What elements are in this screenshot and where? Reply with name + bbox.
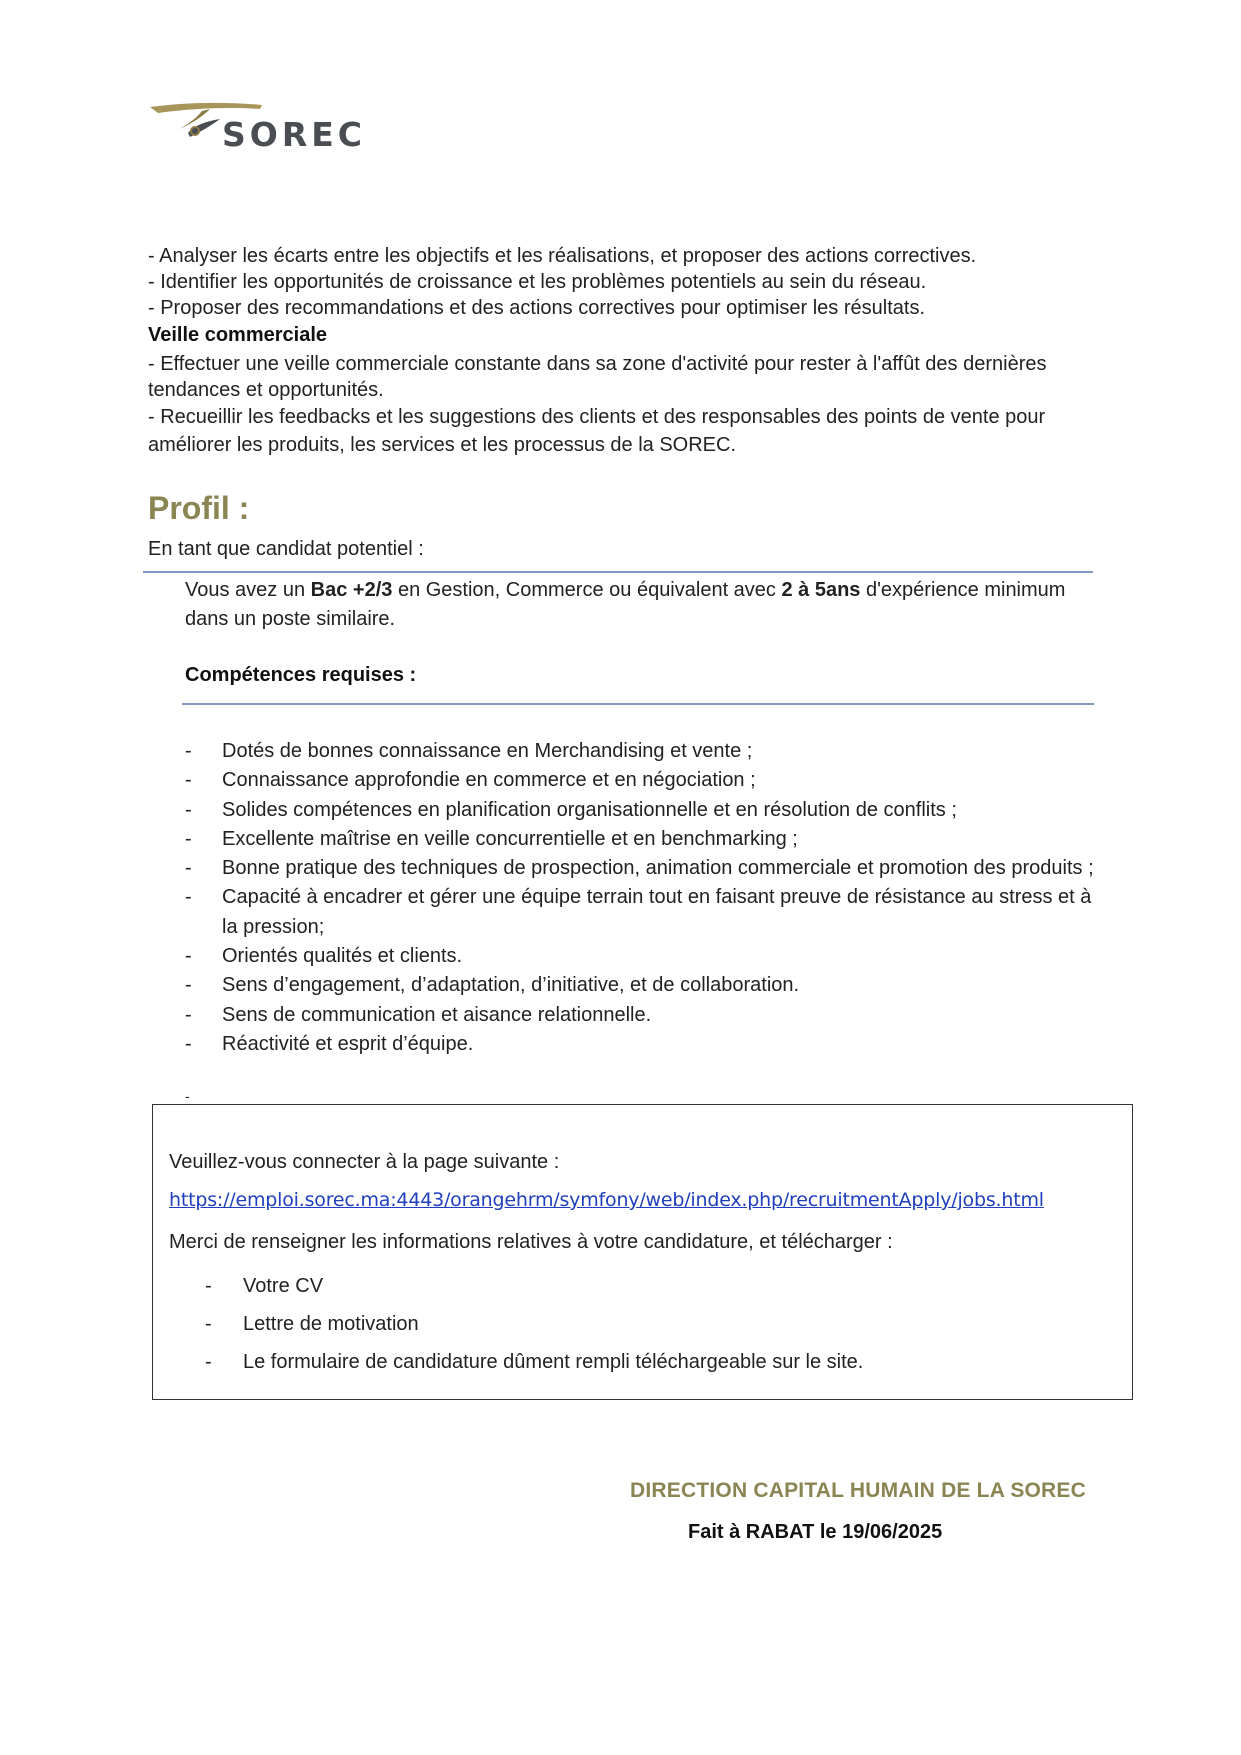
list-item: - Sens d’engagement, d’adaptation, d’initiative, et de collaboration. <box>185 971 1105 1000</box>
apply-note: Merci de renseigner les informations relatives à votre candidature, et télécharger : <box>169 1231 893 1253</box>
apply-lead: Veuillez-vous connecter à la page suivante : <box>169 1151 560 1173</box>
date-line: Fait à RABAT le 19/06/2025 <box>688 1521 943 1543</box>
stray-bullet: - <box>185 1088 190 1104</box>
mission-line: - Identifier les opportunités de croissance et les problèmes potentiels au sein du réseau. <box>148 271 927 293</box>
list-item: - Réactivité et esprit d’équipe. <box>185 1030 1105 1059</box>
veille-heading: Veille commerciale <box>148 324 328 346</box>
degree-requirement <box>185 576 1105 634</box>
experience-bold: 2 à 5ans <box>781 579 861 601</box>
logo-wordmark: SOREC <box>222 115 366 154</box>
skills-list <box>185 737 1105 1059</box>
degree-text: en Gestion, Commerce ou équivalent avec <box>392 579 782 601</box>
signature: DIRECTION CAPITAL HUMAIN DE LA SOREC <box>630 1479 1086 1502</box>
recruitment-link[interactable]: https://emploi.sorec.ma:4443/orangehrm/symfony/web/index.php/recruitmentApply/jobs.html <box>169 1189 1044 1211</box>
competences-heading: Compétences requises : <box>185 664 417 686</box>
documents-list <box>205 1267 863 1381</box>
divider <box>143 571 1093 573</box>
list-item: - Connaissance approfondie en commerce et en négociation ; <box>185 766 1105 795</box>
application-box <box>152 1104 1133 1400</box>
list-item: - Votre CV <box>205 1267 863 1305</box>
sorec-logo <box>150 95 420 155</box>
mission-line: - Proposer des recommandations et des actions correctives pour optimiser les résultats. <box>148 297 926 319</box>
list-item: - Excellente maîtrise en veille concurrentielle et en benchmarking ; <box>185 825 1105 854</box>
missions-block <box>148 243 1088 459</box>
profil-heading: Profil : <box>148 490 250 526</box>
list-item: - Dotés de bonnes connaissance en Merchandising et vente ; <box>185 737 1105 766</box>
profil-intro: En tant que candidat potentiel : <box>148 538 424 560</box>
list-item: - Solides compétences en planification organisationnelle et en résolution de conflits ; <box>185 796 1105 825</box>
degree-text: d'expérience minimum dans un poste similaire. <box>185 579 1066 630</box>
veille-line: - Effectuer une veille commerciale constante dans sa zone d'activité pour rester à l'affût des dernières tendances et opportunités. <box>148 353 1047 401</box>
list-item: - Le formulaire de candidature dûment rempli téléchargeable sur le site. <box>205 1343 863 1381</box>
degree-bold: Bac +2/3 <box>310 579 393 601</box>
divider <box>182 703 1094 705</box>
list-item: - Sens de communication et aisance relationnelle. <box>185 1001 1105 1030</box>
mission-line: - Analyser les écarts entre les objectifs et les réalisations, et proposer des actions correctives. <box>148 245 977 267</box>
list-item: - Lettre de motivation <box>205 1305 863 1343</box>
list-item: - Orientés qualités et clients. <box>185 942 1105 971</box>
degree-text: Vous avez un <box>185 579 311 601</box>
veille-line: - Recueillir les feedbacks et les suggestions des clients et des responsables des points de vente pour améliorer les produits, les services et les processus de la SOREC. <box>148 406 1046 456</box>
list-item: - Bonne pratique des techniques de prospection, animation commerciale et promotion des produits ; <box>185 854 1105 883</box>
list-item: - Capacité à encadrer et gérer une équipe terrain tout en faisant preuve de résistance au stress et à la pression; <box>185 883 1105 942</box>
